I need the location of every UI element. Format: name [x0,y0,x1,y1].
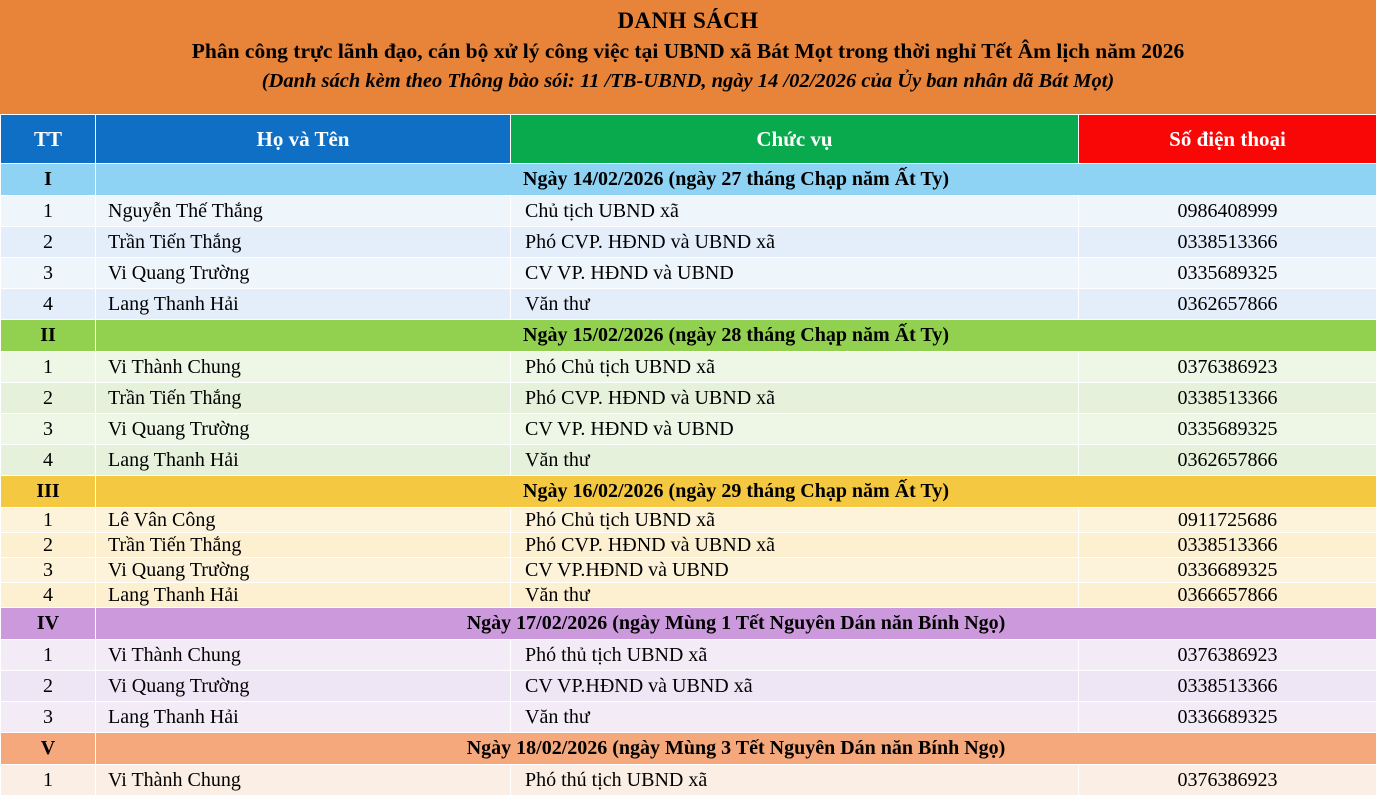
row-no: 4 [1,445,96,476]
row-no: 3 [1,702,96,733]
row-name: Lang Thanh Hải [96,445,511,476]
row-no: 1 [1,508,96,533]
group-numeral: V [1,733,96,765]
row-role: CV VP.HĐND và UBND [511,558,1079,583]
group-title: Ngày 16/02/2026 (ngày 29 tháng Chạp năm Ất Ty) [96,476,1376,508]
table-row [1,702,1376,733]
column-header-tt: TT [1,115,96,164]
group-numeral: II [1,320,96,352]
row-phone: 0376386923 [1079,765,1376,796]
row-name: Vi Thành Chung [96,352,511,383]
schedule-group [1,733,1376,796]
row-role: Phó thủ tịch UBND xã [511,640,1079,671]
table-row [1,765,1376,796]
schedule-group [1,320,1376,476]
schedule-group [1,164,1376,320]
row-role: Phó Chủ tịch UBND xã [511,508,1079,533]
group-title: Ngày 15/02/2026 (ngày 28 tháng Chạp năm Ất Ty) [96,320,1376,352]
row-phone: 0335689325 [1079,414,1376,445]
table-row [1,445,1376,476]
column-header-phone: Số điện thoại [1079,115,1376,164]
row-role: Phó CVP. HĐND và UBND xã [511,533,1079,558]
row-role: CV VP.HĐND và UBND xã [511,671,1079,702]
group-numeral: I [1,164,96,196]
row-name: Vi Quang Trường [96,671,511,702]
row-role: Chủ tịch UBND xã [511,196,1079,227]
table-row [1,671,1376,702]
row-phone: 0336689325 [1079,702,1376,733]
row-no: 1 [1,196,96,227]
row-no: 4 [1,583,96,608]
row-name: Nguyễn Thế Thắng [96,196,511,227]
group-header-row [1,608,1376,640]
row-no: 1 [1,765,96,796]
table-row [1,383,1376,414]
row-no: 4 [1,289,96,320]
row-no: 3 [1,258,96,289]
table-header-row [1,115,1376,164]
table-row [1,583,1376,608]
row-role: Phó thú tịch UBND xã [511,765,1079,796]
row-name: Vi Quang Trường [96,258,511,289]
table-row [1,640,1376,671]
schedule-table [0,114,1376,796]
row-phone: 0362657866 [1079,445,1376,476]
row-phone: 0335689325 [1079,258,1376,289]
row-name: Vi Thành Chung [96,640,511,671]
row-role: Văn thư [511,583,1079,608]
row-phone: 0911725686 [1079,508,1376,533]
group-numeral: III [1,476,96,508]
row-name: Lang Thanh Hải [96,702,511,733]
row-name: Lang Thanh Hải [96,289,511,320]
row-role: CV VP. HĐND và UBND [511,414,1079,445]
table-row [1,558,1376,583]
row-phone: 0338513366 [1079,383,1376,414]
table-row [1,227,1376,258]
row-no: 3 [1,558,96,583]
row-name: Lê Vân Công [96,508,511,533]
page-note: (Danh sách kèm theo Thông bào sói: 11 /TB-UBND, ngày 14 /02/2026 của Ủy ban nhân dã Bát Mọt) [10,66,1366,96]
row-phone: 0376386923 [1079,640,1376,671]
row-no: 2 [1,227,96,258]
group-header-row [1,476,1376,508]
row-role: Văn thư [511,289,1079,320]
row-no: 1 [1,640,96,671]
row-no: 2 [1,533,96,558]
group-header-row [1,164,1376,196]
row-role: Phó CVP. HĐND và UBND xã [511,383,1079,414]
schedule-group [1,608,1376,733]
row-phone: 0338513366 [1079,227,1376,258]
row-name: Vi Quang Trường [96,414,511,445]
page-title: DANH SÁCH [10,6,1366,36]
document-header-banner [0,0,1376,114]
table-row [1,352,1376,383]
table-row [1,289,1376,320]
schedule-group [1,476,1376,608]
row-name: Trần Tiến Thắng [96,227,511,258]
row-role: Văn thư [511,702,1079,733]
row-no: 2 [1,671,96,702]
group-header-row [1,320,1376,352]
group-title: Ngày 14/02/2026 (ngày 27 tháng Chạp năm Ất Ty) [96,164,1376,196]
table-row [1,258,1376,289]
group-title: Ngày 18/02/2026 (ngày Mùng 3 Tết Nguyên Dán năn Bính Ngọ) [96,733,1376,765]
table-row [1,508,1376,533]
row-name: Trần Tiến Thắng [96,533,511,558]
page-subtitle: Phân công trực lãnh đạo, cán bộ xử lý công việc tại UBND xã Bát Mọt trong thời nghỉ Tết Âm lịch năm 2026 [10,36,1366,66]
group-numeral: IV [1,608,96,640]
row-role: CV VP. HĐND và UBND [511,258,1079,289]
row-phone: 0338513366 [1079,671,1376,702]
row-name: Vi Thành Chung [96,765,511,796]
row-name: Vi Quang Trường [96,558,511,583]
row-no: 2 [1,383,96,414]
row-no: 3 [1,414,96,445]
row-role: Phó CVP. HĐND và UBND xã [511,227,1079,258]
row-name: Trần Tiến Thắng [96,383,511,414]
table-row [1,533,1376,558]
row-no: 1 [1,352,96,383]
row-phone: 0338513366 [1079,533,1376,558]
table-row [1,196,1376,227]
row-phone: 0376386923 [1079,352,1376,383]
column-header-name: Họ và Tên [96,115,511,164]
column-header-role: Chức vụ [511,115,1079,164]
group-header-row [1,733,1376,765]
group-title: Ngày 17/02/2026 (ngày Mùng 1 Tết Nguyên Dán năn Bính Ngọ) [96,608,1376,640]
row-role: Văn thư [511,445,1079,476]
row-phone: 0362657866 [1079,289,1376,320]
row-phone: 0986408999 [1079,196,1376,227]
table-row [1,414,1376,445]
row-role: Phó Chủ tịch UBND xã [511,352,1079,383]
row-phone: 0366657866 [1079,583,1376,608]
row-name: Lang Thanh Hải [96,583,511,608]
row-phone: 0336689325 [1079,558,1376,583]
